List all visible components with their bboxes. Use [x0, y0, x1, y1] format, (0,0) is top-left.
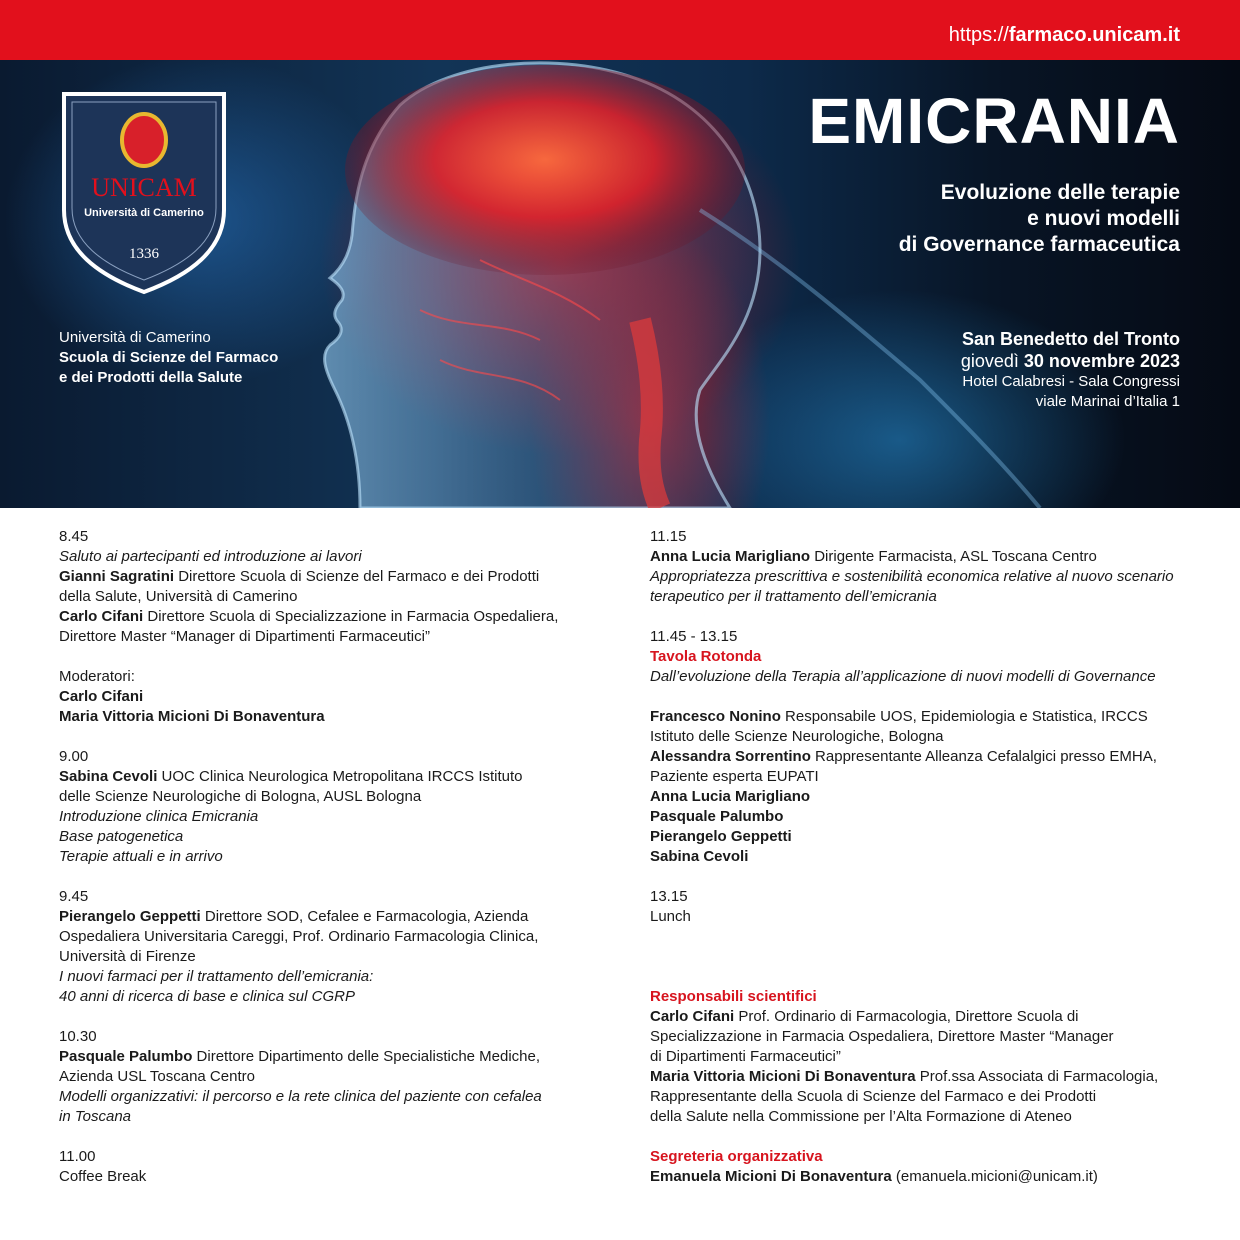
- session-time: 11.45 - 13.15: [650, 628, 738, 645]
- url-prefix: https://: [948, 24, 1009, 46]
- speaker-role: Istituto delle Scienze Neurologiche, Bologna: [650, 728, 944, 745]
- event-venue: Hotel Calabresi - Sala Congressi: [962, 373, 1180, 390]
- speaker: [650, 1007, 1190, 1027]
- speaker-role: Direttore Scuola di Scienze del Farmaco e dei Prodotti: [174, 568, 540, 585]
- session-1315: [650, 887, 1190, 927]
- speaker-name: Pierangelo Geppetti: [650, 828, 792, 845]
- session-topic: terapeutico per il trattamento dell’emicrania: [650, 588, 937, 605]
- session-time: 9.45: [59, 888, 89, 905]
- speaker: [650, 1067, 1190, 1087]
- url-domain: farmaco.unicam.it: [1008, 24, 1180, 46]
- unicam-logo: [60, 90, 228, 296]
- svg-text:Università di Camerino: Università di Camerino: [84, 207, 204, 219]
- speaker-name: Anna Lucia Marigliano: [650, 548, 811, 565]
- manager-role: Specializzazione in Farmacia Ospedaliera, Direttore Master “Manager: [650, 1028, 1114, 1045]
- manager-name: Maria Vittoria Micioni Di Bonaventura: [650, 1068, 916, 1085]
- session-topic: Appropriatezza prescrittiva e sostenibilità economica relative al nuovo scenario: [650, 568, 1174, 585]
- speaker-name: Sabina Cevoli: [59, 768, 158, 785]
- speaker-name: Carlo Cifani: [59, 608, 144, 625]
- session-0845: [59, 527, 579, 647]
- manager-role: Rappresentante della Scuola di Scienze del Farmaco e dei Prodotti: [650, 1088, 1097, 1105]
- svg-text:1336: 1336: [129, 246, 159, 262]
- speaker: [59, 567, 579, 587]
- speaker-name: Pierangelo Geppetti: [59, 908, 201, 925]
- session-0900: [59, 747, 579, 867]
- manager-role: della Salute nella Commissione per l’Alta Formazione di Ateneo: [650, 1108, 1072, 1125]
- manager-role: di Dipartimenti Farmaceutici”: [650, 1048, 841, 1065]
- speaker: [650, 547, 1190, 567]
- session-time: 11.00: [59, 1148, 96, 1165]
- moderator-name: Carlo Cifani: [59, 688, 144, 705]
- session-time: 11.15: [650, 528, 687, 545]
- speaker-name: Anna Lucia Marigliano: [650, 788, 811, 805]
- speaker: [59, 907, 579, 927]
- svg-text:UNICAM: UNICAM: [91, 173, 197, 202]
- secretary-label: Segreteria organizzativa: [650, 1148, 823, 1165]
- spine-shape: [640, 320, 660, 508]
- session-time: 8.45: [59, 528, 89, 545]
- speaker: [650, 747, 1190, 767]
- speaker-name: Francesco Nonino: [650, 708, 781, 725]
- program-left-column: [59, 527, 579, 1187]
- speaker-role: UOC Clinica Neurologica Metropolitana IRCCS Istituto: [157, 768, 523, 785]
- speaker-role: Azienda USL Toscana Centro: [59, 1068, 255, 1085]
- subtitle-line-3: di Governance farmaceutica: [898, 233, 1180, 256]
- speaker: [59, 607, 579, 627]
- session-1115: [650, 527, 1190, 607]
- moderators: [59, 667, 579, 727]
- event-title: EMICRANIA: [808, 85, 1180, 157]
- speaker-role: Direttore SOD, Cefalee e Farmacologia, Azienda: [200, 908, 529, 925]
- speaker-role: Paziente esperta EUPATI: [650, 768, 819, 785]
- speaker-name: Pasquale Palumbo: [650, 808, 784, 825]
- website-link[interactable]: [949, 24, 1180, 47]
- speaker-role: Direttore Master “Manager di Dipartimenti Farmaceutici”: [59, 628, 430, 645]
- session-0945: [59, 887, 579, 1007]
- session-topic: Modelli organizzativi: il percorso e la rete clinica del paziente con cefalea: [59, 1088, 542, 1105]
- program-right-column: [650, 527, 1190, 1187]
- organizer-line-1: Università di Camerino: [59, 329, 211, 346]
- speaker-name: Gianni Sagratini: [59, 568, 175, 585]
- secretary-name: Emanuela Micioni Di Bonaventura: [650, 1168, 892, 1185]
- organizer-line-3: e dei Prodotti della Salute: [59, 369, 243, 386]
- secretary-email[interactable]: (emanuela.micioni@unicam.it): [891, 1168, 1098, 1185]
- subtitle-line-1: Evoluzione delle terapie: [940, 181, 1180, 204]
- speaker: [650, 707, 1190, 727]
- session-time: 9.00: [59, 748, 89, 765]
- speaker-role: Università di Firenze: [59, 948, 196, 965]
- speaker-name: Sabina Cevoli: [650, 848, 749, 865]
- session-round-table: [650, 627, 1190, 867]
- session-1100: [59, 1147, 579, 1187]
- event-address: viale Marinai d’Italia 1: [1035, 393, 1180, 410]
- break-label: Lunch: [650, 908, 691, 925]
- break-label: Coffee Break: [59, 1168, 147, 1185]
- event-subtitle: [899, 180, 1180, 258]
- session-time: 10.30: [59, 1028, 97, 1045]
- round-table-label: Tavola Rotonda: [650, 648, 762, 665]
- moderators-label: Moderatori:: [59, 668, 135, 685]
- speaker-role: Rappresentante Alleanza Cefalalgici presso EMHA,: [810, 748, 1157, 765]
- event-date: [961, 350, 1180, 372]
- speaker-role: della Salute, Università di Camerino: [59, 588, 298, 605]
- session-1030: [59, 1027, 579, 1127]
- organizing-secretary: [650, 1147, 1190, 1187]
- speaker: [59, 1047, 579, 1067]
- speaker-role: Direttore Scuola di Specializzazione in Farmacia Ospedaliera,: [143, 608, 559, 625]
- crest-icon: [122, 114, 166, 166]
- speaker-role: Dirigente Farmacista, ASL Toscana Centro: [810, 548, 1097, 565]
- session-topic: I nuovi farmaci per il trattamento dell’emicrania:: [59, 968, 374, 985]
- session-topic: Base patogenetica: [59, 828, 184, 845]
- session-topic: Terapie attuali e in arrivo: [59, 848, 223, 865]
- speaker-role: Ospedaliera Universitaria Careggi, Prof. Ordinario Farmacologia Clinica,: [59, 928, 539, 945]
- manager-role: Prof. Ordinario di Farmacologia, Direttore Scuola di: [734, 1008, 1079, 1025]
- session-topic: Saluto ai partecipanti ed introduzione ai lavori: [59, 548, 362, 565]
- speaker-name: Alessandra Sorrentino: [650, 748, 811, 765]
- event-city: San Benedetto del Tronto: [961, 329, 1180, 349]
- top-bar: [0, 0, 1240, 60]
- speaker-role: delle Scienze Neurologiche di Bologna, AUSL Bologna: [59, 788, 422, 805]
- session-topic: Dall’evoluzione della Terapia all’applicazione di nuovi modelli di Governance: [650, 668, 1156, 685]
- manager-role: Prof.ssa Associata di Farmacologia,: [915, 1068, 1159, 1085]
- secretary-contact: [650, 1167, 1190, 1187]
- manager-name: Carlo Cifani: [650, 1008, 735, 1025]
- subtitle-line-2: e nuovi modelli: [1027, 207, 1180, 230]
- brain-shape: [345, 65, 745, 275]
- speaker-role: Direttore Dipartimento delle Specialistiche Mediche,: [192, 1048, 541, 1065]
- speaker-role: Responsabile UOS, Epidemiologia e Statistica, IRCCS: [780, 708, 1148, 725]
- event-location: [961, 328, 1180, 412]
- event-weekday: giovedì: [960, 351, 1019, 371]
- scientific-label: Responsabili scientifici: [650, 988, 817, 1005]
- moderator-name: Maria Vittoria Micioni Di Bonaventura: [59, 708, 325, 725]
- speaker: [59, 767, 579, 787]
- event-date-value: 30 novembre 2023: [1023, 351, 1180, 371]
- scientific-managers: [650, 987, 1190, 1127]
- organizer-label: [59, 328, 278, 388]
- session-topic: in Toscana: [59, 1108, 131, 1125]
- organizer-line-2: Scuola di Scienze del Farmaco: [59, 349, 279, 366]
- session-topic: Introduzione clinica Emicrania: [59, 808, 259, 825]
- speaker-name: Pasquale Palumbo: [59, 1048, 193, 1065]
- session-time: 13.15: [650, 888, 688, 905]
- session-topic: 40 anni di ricerca di base e clinica sul CGRP: [59, 988, 355, 1005]
- hero-banner: [0, 60, 1240, 508]
